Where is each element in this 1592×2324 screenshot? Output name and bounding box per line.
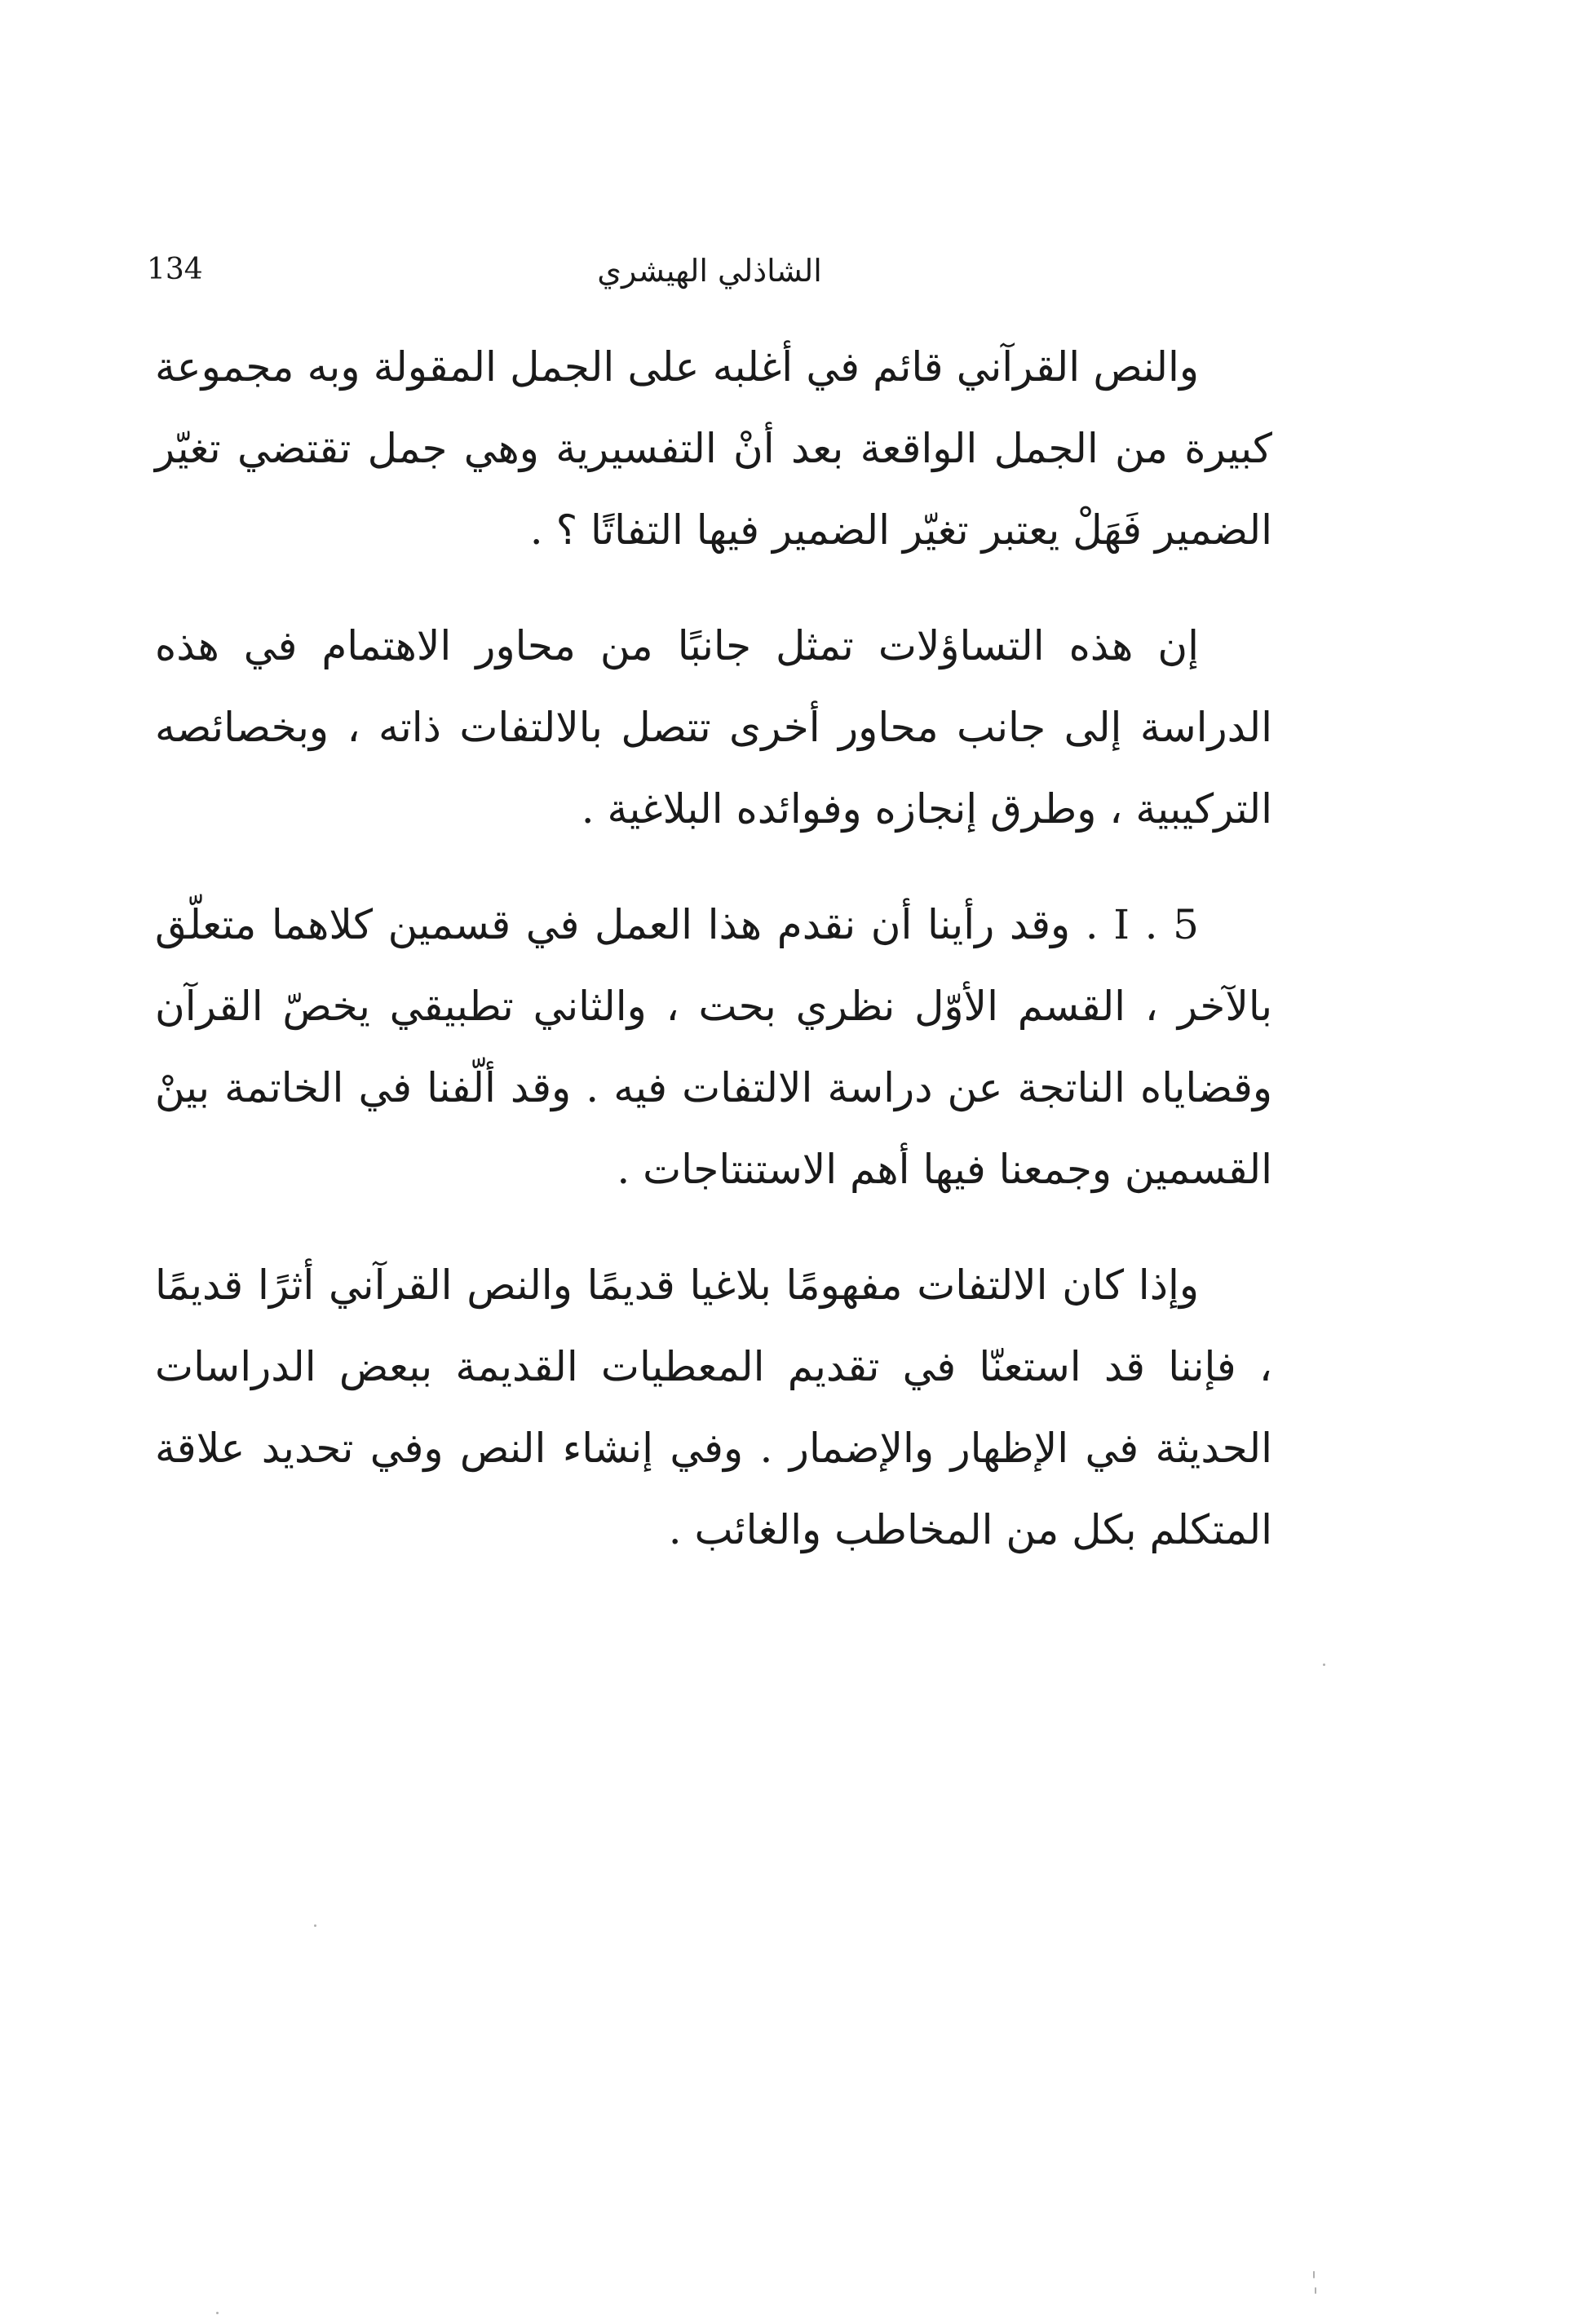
paragraph-3: I . 5 . وقد رأينا أن نقدم هذا العمل في قسمين كلاهما متعلّق بالآخر ، القسم الأوّل نظري بحت ، والثاني تطبيقي يخصّ القرآن وقضاياه الناتجة عن دراسة الالتفات فيه . وقد ألّفنا في الخاتمة بينْ القسمين وجمعنا فيها أهم الاستنتاجات . — [155, 901, 1272, 1193]
author-name: الشاذلي الهيشري — [597, 253, 822, 289]
scan-speck — [1315, 2287, 1316, 2294]
page-number: 134 — [147, 253, 203, 286]
scan-speck — [1323, 1663, 1325, 1666]
body-text — [155, 326, 1272, 1571]
running-head — [147, 245, 1272, 310]
paragraph-2: إن هذه التساؤلات تمثل جانبًا من محاور الاهتمام في هذه الدراسة إلى جانب محاور أخرى تتصل بالالتفات ذاته ، وبخصائصه التركيبية ، وطرق إنجازه وفوائده البلاغية . — [155, 622, 1272, 833]
paragraph-1: والنص القرآني قائم في أغلبه على الجمل المقولة وبه مجموعة كبيرة من الجمل الواقعة بعد أنْ التفسيرية وهي جمل تقتضي تغيّر الضمير فَهَلْ يعتبر تغيّر الضمير فيها التفاتًا ؟ . — [155, 343, 1272, 554]
paragraph-4: وإذا كان الالتفات مفهومًا بلاغيا قديمًا والنص القرآني أثرًا قديمًا ، فإننا قد استعنّا في تقديم المعطيات القديمة ببعض الدراسات الحديثة في الإظهار والإضمار . وفي إنشاء النص وفي تحديد علاقة المتكلم بكل من المخاطب والغائب . — [155, 1261, 1272, 1553]
scan-speck — [216, 2312, 219, 2314]
scan-speck — [1313, 2271, 1315, 2278]
scan-speck — [314, 1924, 316, 1927]
